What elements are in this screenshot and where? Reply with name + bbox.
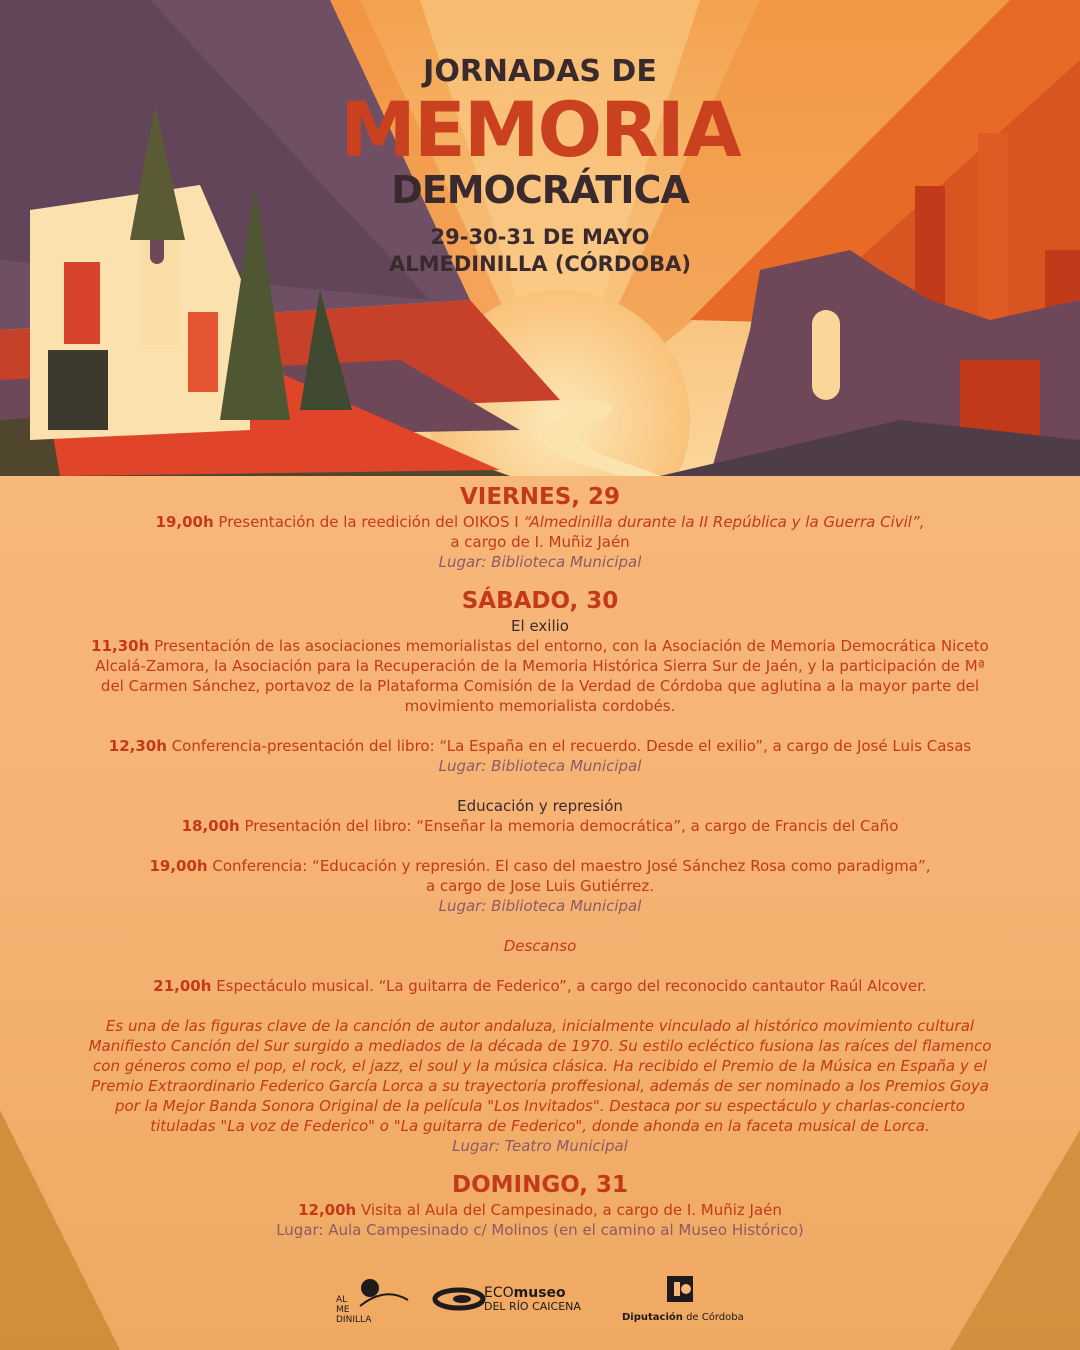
title-block — [0, 52, 1080, 278]
svg-text:ECOmuseo — [484, 1285, 566, 1301]
event-text-line: Alcalá-Zamora, la Asociación para la Recuperación de la Memoria Histórica Sierra Sur de Jaén, y la participación de Mª — [95, 657, 985, 675]
event-saturday-2 — [30, 736, 1050, 756]
event-sunday-1 — [30, 1200, 1050, 1220]
break-label: Descanso — [503, 937, 577, 955]
diputacion-logo-text: Diputación — [622, 1312, 683, 1323]
section-heading-exile: El exilio — [511, 617, 569, 635]
bio-line: Premio Extraordinario Federico García Lorca a su trayectoria proffesional, además de ser nominado a los Premios Goya — [91, 1077, 989, 1095]
event-text: Presentación de las asociaciones memorialistas del entorno, con la Asociación de Memoria Democrática Niceto — [149, 637, 989, 655]
event-place: Lugar: Teatro Municipal — [452, 1137, 628, 1155]
event-text-line: a cargo de I. Muñiz Jaén — [450, 533, 630, 551]
almedinilla-logo-text: AL — [336, 1295, 348, 1305]
bio-line: con géneros como el pop, el rock, el jazz, el soul y la música clásica. Ha recibido el Premio de la Música en España y el — [93, 1057, 987, 1075]
program — [0, 482, 1080, 1240]
event-saturday-4 — [30, 856, 1050, 876]
ecomuseo-logo-text: museo — [513, 1285, 566, 1301]
event-saturday-1 — [30, 636, 1050, 656]
event-friday-1 — [30, 512, 1050, 532]
event-place: Lugar: Biblioteca Municipal — [438, 757, 642, 775]
event-text: Espectáculo musical. “La guitarra de Federico”, a cargo del reconocido cantautor Raúl Alcover. — [211, 977, 927, 995]
event-place: Lugar: Aula Campesinado c/ Molinos (en el camino al Museo Histórico) — [276, 1221, 804, 1239]
event-text-line: a cargo de Jose Luis Gutiérrez. — [425, 877, 655, 895]
event-time: 11,30h — [91, 637, 150, 655]
event-text-line: movimiento memorialista cordobés. — [404, 697, 676, 715]
event-time: 19,00h — [155, 513, 214, 531]
sponsor-logos — [0, 1272, 1080, 1332]
bio-line: tituladas "La voz de Federico" o "La guitarra de Federico", donde ahonda en la faceta musical de Lorca. — [150, 1117, 930, 1135]
diputacion-logo — [622, 1276, 744, 1323]
almedinilla-logo-text: ME — [336, 1305, 350, 1315]
day-heading-friday: VIERNES, 29 — [459, 484, 621, 510]
almedinilla-logo-text: DINILLA — [336, 1315, 372, 1325]
ecomuseo-logo-subtitle: DEL RÍO CAICENA — [484, 1300, 581, 1313]
event-text-line: del Carmen Sánchez, portavoz de la Plataforma Comisión de la Verdad de Córdoba que aglutina a la mayor parte del — [100, 677, 980, 695]
event-place: Lugar: Biblioteca Municipal — [438, 553, 642, 571]
event-dates: 29-30-31 DE MAYO — [430, 225, 650, 249]
ecomuseo-logo-text: ECO — [484, 1285, 514, 1301]
almedinilla-logo — [336, 1279, 408, 1325]
event-text: Presentación del libro: “Enseñar la memoria democrática”, a cargo de Francis del Caño — [239, 817, 899, 835]
event-text: Conferencia-presentación del libro: “La España en el recuerdo. Desde el exilio”, a cargo de José Luis Casas — [166, 737, 972, 755]
event-time: 19,00h — [149, 857, 208, 875]
event-text: Conferencia: “Educación y represión. El caso del maestro José Sánchez Rosa como paradigma”, — [207, 857, 931, 875]
day-heading-sunday: DOMINGO, 31 — [451, 1172, 628, 1198]
event-location: ALMEDINILLA (CÓRDOBA) — [388, 252, 691, 276]
title-line-1: JORNADAS DE — [423, 54, 657, 89]
title-line-3: DEMOCRÁTICA — [391, 168, 689, 212]
event-time: 12,30h — [108, 737, 167, 755]
ecomuseo-logo — [435, 1285, 581, 1313]
section-heading-education: Educación y represión — [457, 797, 623, 815]
event-book-title: “Almedinilla durante la II República y la Guerra Civil”, — [523, 513, 925, 531]
title-line-2: MEMORIA — [340, 85, 740, 174]
bio-line: Es una de las figuras clave de la canción de autor andaluza, inicialmente vinculado al histórico movimiento cultural — [105, 1017, 975, 1035]
event-text: Presentación de la reedición del OIKOS I — [213, 513, 524, 531]
event-time: 21,00h — [153, 977, 212, 995]
event-place: Lugar: Biblioteca Municipal — [438, 897, 642, 915]
bio-line: por la Mejor Banda Sonora Original de la película "Los Invitados". Destaca por su espectáculo y charlas-concierto — [114, 1097, 965, 1115]
event-saturday-5 — [30, 976, 1050, 996]
bio-line: Manifiesto Canción del Sur surgido a mediados de la década de 1970. Su estilo ecléctico fusiona las raíces del flamenco — [88, 1037, 992, 1055]
svg-text:Diputación de Córdoba — [622, 1311, 744, 1323]
event-text: Visita al Aula del Campesinado, a cargo de I. Muñiz Jaén — [356, 1201, 782, 1219]
diputacion-logo-text: de Córdoba — [682, 1312, 744, 1323]
day-heading-saturday: SÁBADO, 30 — [461, 588, 619, 614]
event-saturday-3 — [30, 816, 1050, 836]
event-time: 12,00h — [298, 1201, 357, 1219]
event-time: 18,00h — [181, 817, 240, 835]
